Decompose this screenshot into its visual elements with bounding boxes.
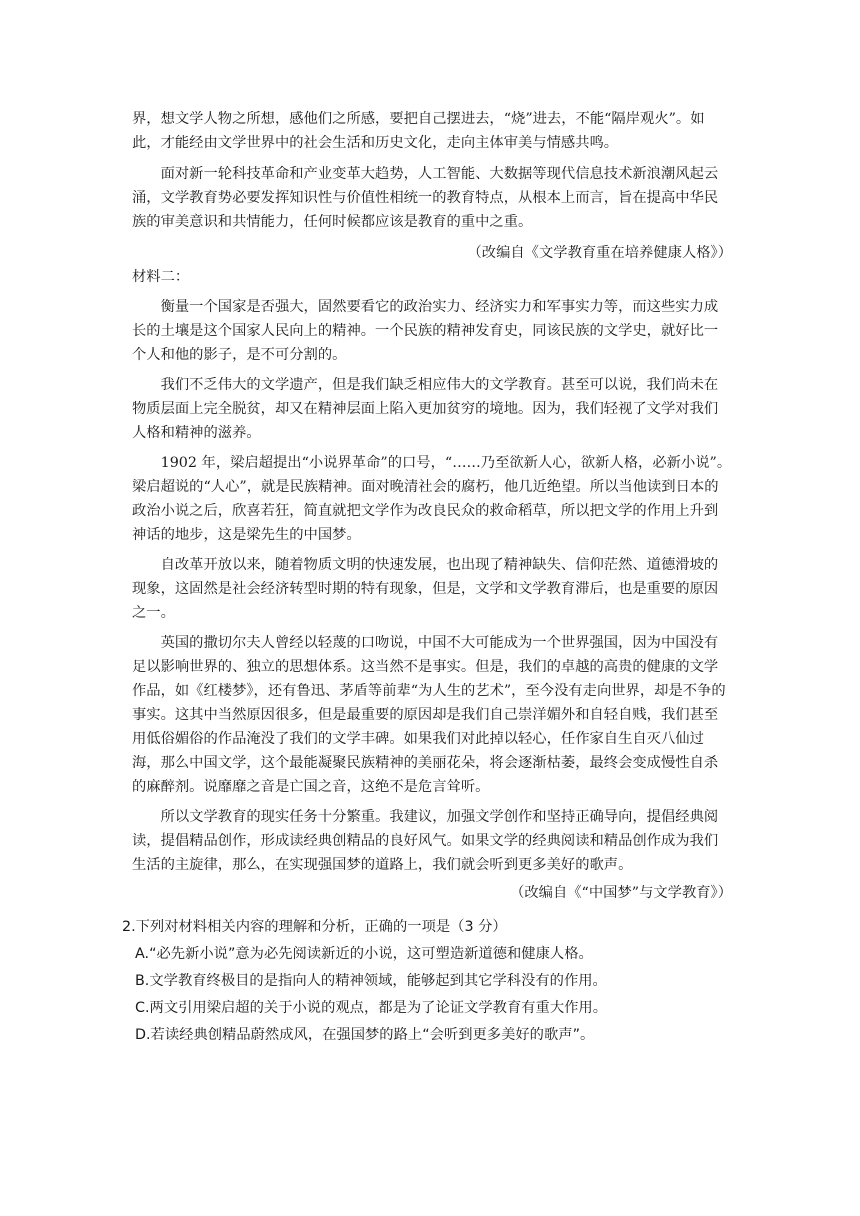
material-two [132,265,732,905]
option-d[interactable]: D.若读经典创精品蔚然成风，在强国梦的路上“会听到更多美好的歌声”。 [135,1027,595,1043]
question-block [122,914,732,1049]
section-heading: 材料二： [132,269,190,285]
option-b[interactable]: B.文学教育终极目的是指向人的精神领域，能够起到其它学科没有的作用。 [135,973,607,989]
source-citation: （改编自《“中国梦”与文学教育》） [510,885,732,901]
material-one-tail [132,107,732,265]
paragraph: 英国的撒切尔夫人曾经以轻蔑的口吻说，中国不大可能成为一个世界强国，因为中国没有足以影响世界的、独立的思想体系。这当然不是事实。但是，我们的卓越的高贵的健康的文学作品，如《红楼梦》，还有鲁迅、茅盾等前辈“为人生的艺术”，至今没有走向世界，却是不争的事实。这其中当然原因很多，但是最重要的原因却是我们自己崇洋媚外和自轻自贱，我们甚至用低俗媚俗的作品淹没了我们的文学丰碑。如果我们对此掉以轻心，任作家自生自灭八仙过海，那么中国文学，这个最能凝聚民族精神的美丽花朵，将会逐渐枯萎，最终会变成慢性自杀的麻醉剂。说靡靡之音是亡国之音，这绝不是危言耸听。 [132,635,726,795]
paragraph: 自改革开放以来，随着物质文明的快速发展，也出现了精神缺失、信仰茫然、道德滑坡的现象，这固然是社会经济转型时期的特有现象，但是，文学和文学教育滞后，也是重要的原因之一。 [132,557,719,621]
paragraph: 1902 年，梁启超提出“小说界革命”的口号，“……乃至欲新人心，欲新人格，必新小说”。梁启超说的“人心”，就是民族精神。面对晚清社会的腐朽，他几近绝望。所以当他读到日本的政治小说之后，欣喜若狂，简直就把文学作为改良民众的救命稻草，所以把文学的作用上升到神话的地步，这是梁先生的中国梦。 [132,455,732,543]
paragraph-continued: 界，想文学人物之所想，感他们之所感，要把自己摆进去，“烧”进去，不能“隔岸观火”。如此，才能经由文学世界中的社会生活和历史文化，走向主体审美与情感共鸣。 [132,111,705,151]
option-c[interactable]: C.两文引用梁启超的关于小说的观点，都是为了论证文学教育有重大作用。 [135,1000,608,1016]
paragraph: 面对新一轮科技革命和产业变革大趋势，人工智能、大数据等现代信息技术新浪潮风起云涌，文学教育势必要发挥知识性与价值性相统一的教育特点，从根本上而言，旨在提高中华民族的审美意识和共情能力，任何时候都应该是教育的重中之重。 [132,166,719,230]
paragraph: 所以文学教育的现实任务十分繁重。我建议，加强文学创作和坚持正确导向，提倡经典阅读，提倡精品创作，形成读经典创精品的良好风气。如果文学的经典阅读和精品创作成为我们生活的主旋律，那么，在实现强国梦的道路上，我们就会听到更多美好的歌声。 [132,809,719,873]
paragraph: 衡量一个国家是否强大，固然要看它的政治实力、经济实力和军事实力等，而这些实力成长的土壤是这个国家人民向上的精神。一个民族的精神发育史，同该民族的文学史，就好比一个人和他的影子，是不可分割的。 [132,299,719,363]
question-stem: 2.下列对材料相关内容的理解和分析，正确的一项是（3 分） [122,919,507,935]
paragraph: 我们不乏伟大的文学遗产，但是我们缺乏相应伟大的文学教育。甚至可以说，我们尚未在物质层面上完全脱贫，却又在精神层面上陷入更加贫穷的境地。因为，我们轻视了文学对我们人格和精神的滋养。 [132,377,719,441]
option-a[interactable]: A.“必先新小说”意为必先阅读新近的小说，这可塑造新道德和健康人格。 [135,946,593,962]
source-citation: （改编自《文学教育重在培养健康人格》） [467,245,732,261]
